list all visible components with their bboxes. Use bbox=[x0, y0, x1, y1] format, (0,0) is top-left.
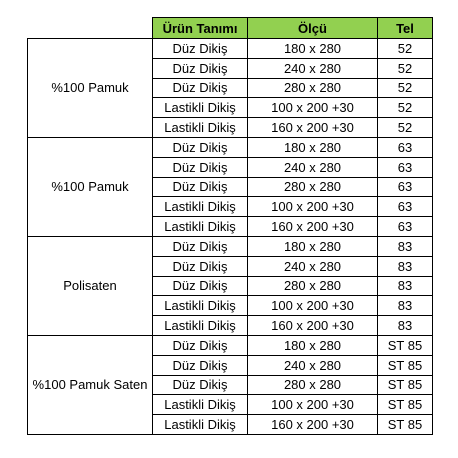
material-cell: %100 Pamuk bbox=[28, 39, 153, 138]
cell-tel: 83 bbox=[378, 276, 433, 296]
cell-tel: 63 bbox=[378, 197, 433, 217]
table-header-row bbox=[28, 18, 433, 39]
cell-product-type: Düz Dikiş bbox=[153, 355, 248, 375]
cell-tel: 52 bbox=[378, 98, 433, 118]
cell-product-type: Lastikli Dikiş bbox=[153, 98, 248, 118]
cell-product-type: Düz Dikiş bbox=[153, 177, 248, 197]
cell-product-type: Düz Dikiş bbox=[153, 256, 248, 276]
cell-tel: 63 bbox=[378, 217, 433, 237]
cell-tel: 52 bbox=[378, 58, 433, 78]
cell-product-type: Düz Dikiş bbox=[153, 137, 248, 157]
table-row bbox=[28, 137, 433, 157]
material-cell: %100 Pamuk bbox=[28, 137, 153, 236]
cell-tel: 83 bbox=[378, 296, 433, 316]
cell-size: 100 x 200 +30 bbox=[248, 296, 378, 316]
material-cell: Polisaten bbox=[28, 236, 153, 335]
cell-product-type: Düz Dikiş bbox=[153, 335, 248, 355]
cell-tel: 83 bbox=[378, 316, 433, 336]
cell-size: 240 x 280 bbox=[248, 355, 378, 375]
header-size: Ölçü bbox=[248, 18, 378, 39]
cell-tel: ST 85 bbox=[378, 375, 433, 395]
header-empty-cell bbox=[28, 18, 153, 39]
cell-tel: 83 bbox=[378, 256, 433, 276]
table-row bbox=[28, 335, 433, 355]
cell-size: 280 x 280 bbox=[248, 177, 378, 197]
cell-size: 160 x 200 +30 bbox=[248, 118, 378, 138]
cell-product-type: Düz Dikiş bbox=[153, 375, 248, 395]
cell-size: 180 x 280 bbox=[248, 137, 378, 157]
product-table bbox=[27, 17, 433, 435]
cell-size: 100 x 200 +30 bbox=[248, 98, 378, 118]
cell-size: 180 x 280 bbox=[248, 236, 378, 256]
cell-product-type: Lastikli Dikiş bbox=[153, 395, 248, 415]
cell-product-type: Düz Dikiş bbox=[153, 276, 248, 296]
table-row bbox=[28, 39, 433, 59]
header-tel: Tel bbox=[378, 18, 433, 39]
cell-size: 240 x 280 bbox=[248, 58, 378, 78]
cell-product-type: Düz Dikiş bbox=[153, 58, 248, 78]
cell-product-type: Düz Dikiş bbox=[153, 236, 248, 256]
cell-size: 180 x 280 bbox=[248, 335, 378, 355]
cell-product-type: Lastikli Dikiş bbox=[153, 197, 248, 217]
cell-size: 160 x 200 +30 bbox=[248, 415, 378, 435]
cell-tel: ST 85 bbox=[378, 355, 433, 375]
cell-size: 100 x 200 +30 bbox=[248, 197, 378, 217]
cell-tel: 52 bbox=[378, 118, 433, 138]
header-product: Ürün Tanımı bbox=[153, 18, 248, 39]
cell-tel: ST 85 bbox=[378, 395, 433, 415]
cell-tel: 63 bbox=[378, 157, 433, 177]
cell-size: 240 x 280 bbox=[248, 157, 378, 177]
cell-size: 280 x 280 bbox=[248, 276, 378, 296]
cell-size: 280 x 280 bbox=[248, 78, 378, 98]
cell-product-type: Düz Dikiş bbox=[153, 78, 248, 98]
cell-tel: ST 85 bbox=[378, 415, 433, 435]
table-row bbox=[28, 236, 433, 256]
cell-size: 160 x 200 +30 bbox=[248, 217, 378, 237]
cell-product-type: Lastikli Dikiş bbox=[153, 217, 248, 237]
cell-product-type: Düz Dikiş bbox=[153, 157, 248, 177]
cell-tel: 52 bbox=[378, 78, 433, 98]
cell-size: 240 x 280 bbox=[248, 256, 378, 276]
cell-product-type: Lastikli Dikiş bbox=[153, 415, 248, 435]
cell-size: 160 x 200 +30 bbox=[248, 316, 378, 336]
cell-size: 180 x 280 bbox=[248, 39, 378, 59]
cell-product-type: Lastikli Dikiş bbox=[153, 118, 248, 138]
material-cell: %100 Pamuk Saten bbox=[28, 335, 153, 434]
cell-tel: 63 bbox=[378, 137, 433, 157]
cell-product-type: Lastikli Dikiş bbox=[153, 316, 248, 336]
cell-product-type: Düz Dikiş bbox=[153, 39, 248, 59]
cell-tel: 52 bbox=[378, 39, 433, 59]
cell-size: 280 x 280 bbox=[248, 375, 378, 395]
cell-tel: ST 85 bbox=[378, 335, 433, 355]
cell-tel: 83 bbox=[378, 236, 433, 256]
cell-product-type: Lastikli Dikiş bbox=[153, 296, 248, 316]
cell-size: 100 x 200 +30 bbox=[248, 395, 378, 415]
cell-tel: 63 bbox=[378, 177, 433, 197]
